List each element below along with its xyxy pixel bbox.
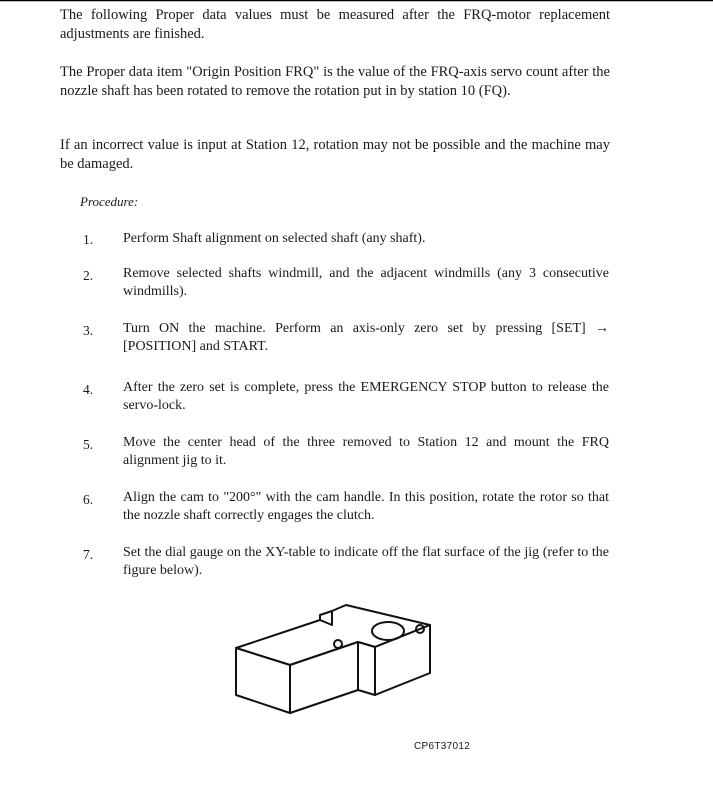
step-number: 1. xyxy=(83,232,94,247)
intro-paragraph-1: The following Proper data values must be measured after the FRQ-motor replacement adjustments are finished. xyxy=(60,7,610,42)
step-number: 7. xyxy=(83,547,94,562)
step-number: 6. xyxy=(83,492,94,507)
step-text: Remove selected shafts windmill, and the adjacent windmills (any 3 consecutive windmills). xyxy=(123,266,609,299)
cropped-heading-edge xyxy=(0,0,713,4)
step-text: After the zero set is complete, press the EMERGENCY STOP button to release the servo-lock. xyxy=(123,380,609,413)
step-text: Turn ON the machine. Perform an axis-only zero set by pressing [SET] → [POSITION] and START. xyxy=(123,321,609,354)
frq-alignment-jig-drawing-icon xyxy=(236,605,430,713)
step-text: Align the cam to "200°" with the cam handle. In this position, rotate the rotor so that the nozzle shaft correctly engages the clutch. xyxy=(123,490,609,523)
step-number: 4. xyxy=(83,382,94,397)
procedure-label: Procedure: xyxy=(80,194,139,209)
step-number: 3. xyxy=(83,323,94,338)
step-text: Set the dial gauge on the XY-table to indicate off the flat surface of the jig (refer to the figure below). xyxy=(123,545,609,578)
figure-caption-code: CP6T37012 xyxy=(414,741,471,752)
step-text: Move the center head of the three removed to Station 12 and mount the FRQ alignment jig to it. xyxy=(123,435,609,468)
step-number: 5. xyxy=(83,437,94,452)
step-text: Perform Shaft alignment on selected shaft (any shaft). xyxy=(123,231,426,246)
step-number: 2. xyxy=(83,268,94,283)
intro-paragraph-2: The Proper data item "Origin Position FRQ" is the value of the FRQ-axis servo count after the nozzle shaft has been rotated to remove the rotation put in by station 10 (FQ). xyxy=(60,64,610,99)
intro-paragraph-3: If an incorrect value is input at Station 12, rotation may not be possible and the machine may be damaged. xyxy=(60,137,610,172)
